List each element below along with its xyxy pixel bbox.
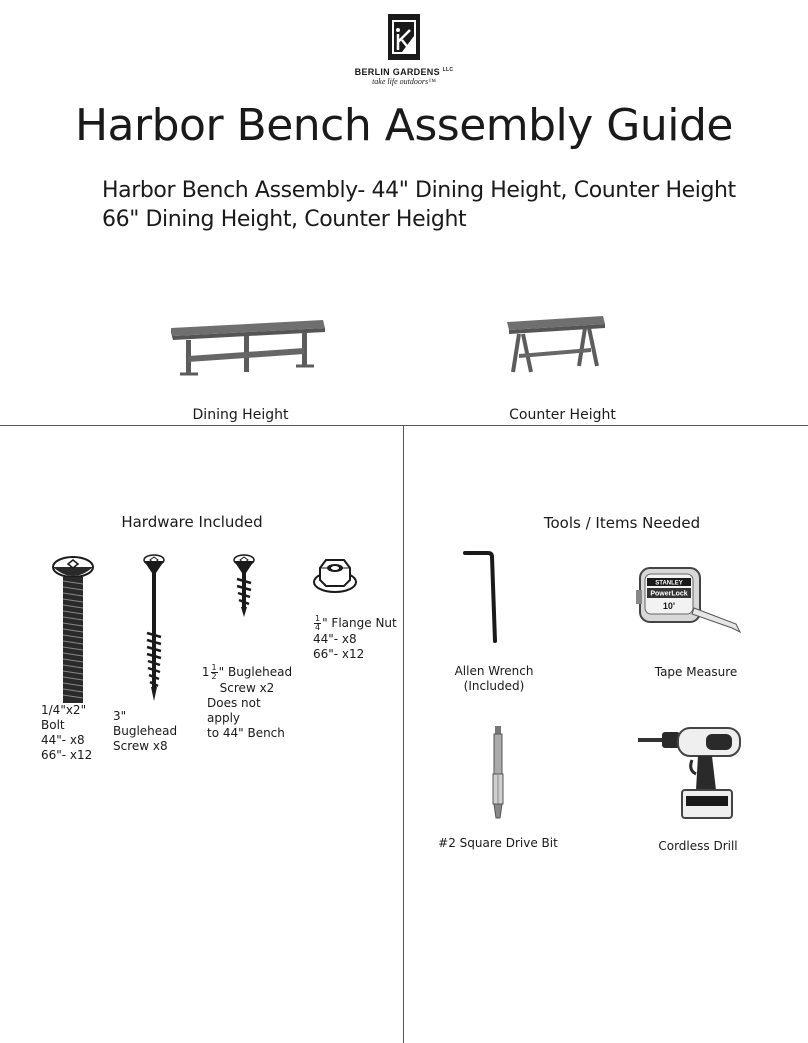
page-title: Harbor Bench Assembly Guide <box>74 100 734 151</box>
buglehead-1-5in-label: 1 $\frac{1}{2}$ " Buglehead Screw x2 Does not apply to 44" Bench <box>201 663 293 740</box>
cordless-drill-icon <box>636 724 746 824</box>
tape-measure-icon <box>636 562 744 640</box>
allen-wrench-icon <box>462 549 502 645</box>
subtitle-line-2: 66" Dining Height, Counter Height <box>102 207 467 232</box>
dining-height-label: Dining Height <box>192 407 289 423</box>
svg-text:PowerLock: PowerLock <box>650 590 688 598</box>
svg-text:10': 10' <box>662 601 676 611</box>
subtitle-line-1: Harbor Bench Assembly- 44" Dining Height, Counter Height <box>102 178 736 203</box>
tools-heading: Tools / Items Needed <box>543 514 701 532</box>
page-subtitle <box>102 176 736 234</box>
buglehead-3in-label: 3" Buglehead Screw x8 <box>113 709 178 753</box>
brand-tagline: take life outdoors™ <box>372 77 436 86</box>
cordless-drill-label: Cordless Drill <box>658 839 738 853</box>
hardware-heading: Hardware Included <box>121 513 263 531</box>
buglehead-screw-3in-icon <box>140 553 168 703</box>
bolt-label: 1/4"x2" Bolt 44"- x8 66"- x12 <box>41 703 93 762</box>
fraction-quarter: $\frac{1}{4}$ <box>315 614 321 632</box>
fraction-half: $\frac{1}{2}$ <box>211 663 217 681</box>
square-drive-bit-label: #2 Square Drive Bit <box>438 836 558 850</box>
tape-measure-label: Tape Measure <box>654 665 738 679</box>
square-drive-bit-icon <box>490 726 506 820</box>
counter-height-label: Counter Height <box>509 407 616 423</box>
bolt-icon <box>50 555 96 707</box>
flange-nut-label: $\frac{1}{4}$ " Flange Nut 44"- x8 66"- x12 <box>313 614 397 661</box>
svg-text:STANLEY: STANLEY <box>655 580 683 587</box>
brand-name: BERLIN GARDENS $^{LLC}$ <box>354 67 454 77</box>
buglehead-screw-1-5in-icon <box>230 553 258 619</box>
dining-bench-image <box>168 316 328 378</box>
horizontal-divider <box>0 425 808 426</box>
allen-wrench-label: Allen Wrench (Included) <box>454 664 534 693</box>
logo-mark-icon <box>388 14 420 60</box>
counter-bench-image <box>505 314 607 376</box>
brand-logo <box>350 14 458 86</box>
vertical-divider <box>403 425 404 1043</box>
flange-nut-icon <box>312 556 358 594</box>
